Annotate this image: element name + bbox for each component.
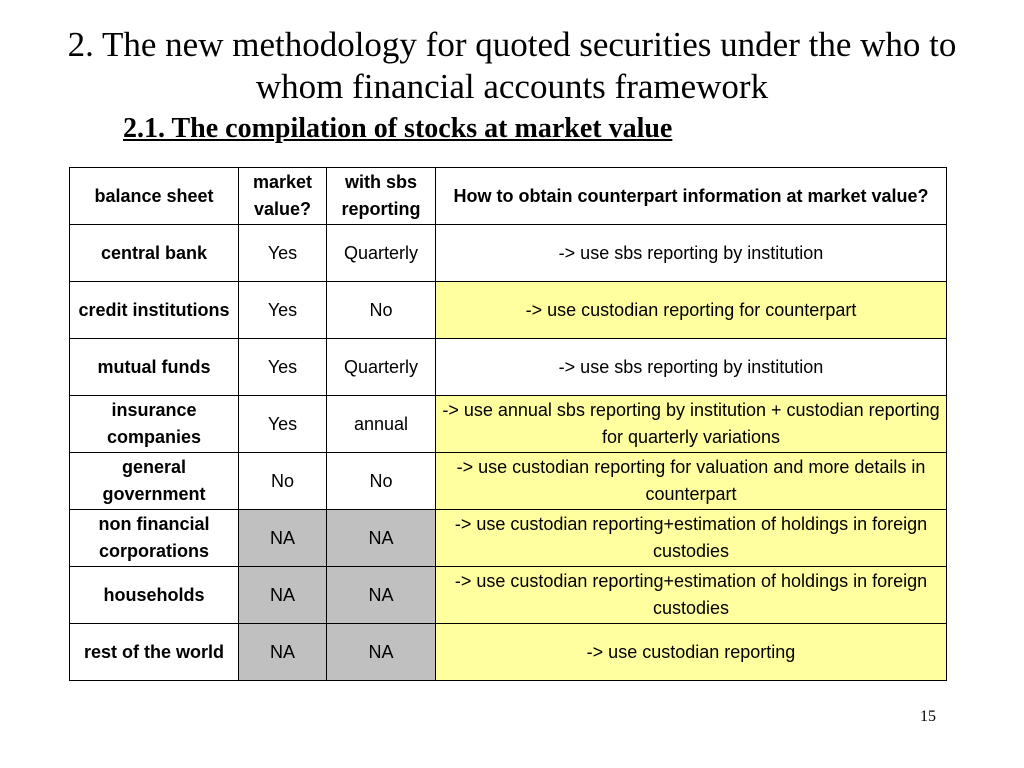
sector-cell: mutual funds	[70, 339, 239, 396]
table-row	[70, 453, 947, 510]
sector-cell: credit institutions	[70, 282, 239, 339]
table-row	[70, 567, 947, 624]
table-row	[70, 510, 947, 567]
sbs-reporting-cell: Quarterly	[327, 339, 436, 396]
header-balance-sheet: balance sheet	[70, 168, 239, 225]
method-cell: -> use custodian reporting for valuation and more details in counterpart	[436, 453, 947, 510]
header-sbs-reporting: with sbs reporting	[327, 168, 436, 225]
sbs-reporting-cell: annual	[327, 396, 436, 453]
market-value-cell: Yes	[239, 339, 327, 396]
sector-cell: central bank	[70, 225, 239, 282]
table-header-row	[70, 168, 947, 225]
sbs-reporting-cell: NA	[327, 510, 436, 567]
header-market-value: market value?	[239, 168, 327, 225]
table-row	[70, 624, 947, 681]
market-value-cell: Yes	[239, 225, 327, 282]
sbs-reporting-cell: No	[327, 453, 436, 510]
market-value-cell: NA	[239, 510, 327, 567]
market-value-cell: Yes	[239, 396, 327, 453]
table-row	[70, 282, 947, 339]
market-value-cell: NA	[239, 567, 327, 624]
method-cell: -> use custodian reporting+estimation of holdings in foreign custodies	[436, 510, 947, 567]
sector-cell: non financial corporations	[70, 510, 239, 567]
table-row	[70, 339, 947, 396]
method-cell: -> use custodian reporting for counterpart	[436, 282, 947, 339]
page-number: 15	[920, 708, 936, 725]
method-cell: -> use custodian reporting	[436, 624, 947, 681]
slide-subtitle: 2.1. The compilation of stocks at market value	[123, 113, 673, 144]
sbs-reporting-cell: NA	[327, 624, 436, 681]
method-cell: -> use sbs reporting by institution	[436, 339, 947, 396]
market-value-cell: Yes	[239, 282, 327, 339]
sbs-reporting-cell: NA	[327, 567, 436, 624]
sector-cell: households	[70, 567, 239, 624]
slide-title: 2. The new methodology for quoted securities under the who to whom financial accounts framework	[67, 25, 957, 106]
method-cell: -> use annual sbs reporting by institution + custodian reporting for quarterly variations	[436, 396, 947, 453]
market-value-cell: No	[239, 453, 327, 510]
methodology-table	[69, 167, 947, 681]
sector-cell: general government	[70, 453, 239, 510]
table-row	[70, 396, 947, 453]
market-value-cell: NA	[239, 624, 327, 681]
sector-cell: insurance companies	[70, 396, 239, 453]
method-cell: -> use sbs reporting by institution	[436, 225, 947, 282]
method-cell: -> use custodian reporting+estimation of holdings in foreign custodies	[436, 567, 947, 624]
sbs-reporting-cell: Quarterly	[327, 225, 436, 282]
sector-cell: rest of the world	[70, 624, 239, 681]
table-row	[70, 225, 947, 282]
sbs-reporting-cell: No	[327, 282, 436, 339]
header-counterpart-method: How to obtain counterpart information at market value?	[436, 168, 947, 225]
